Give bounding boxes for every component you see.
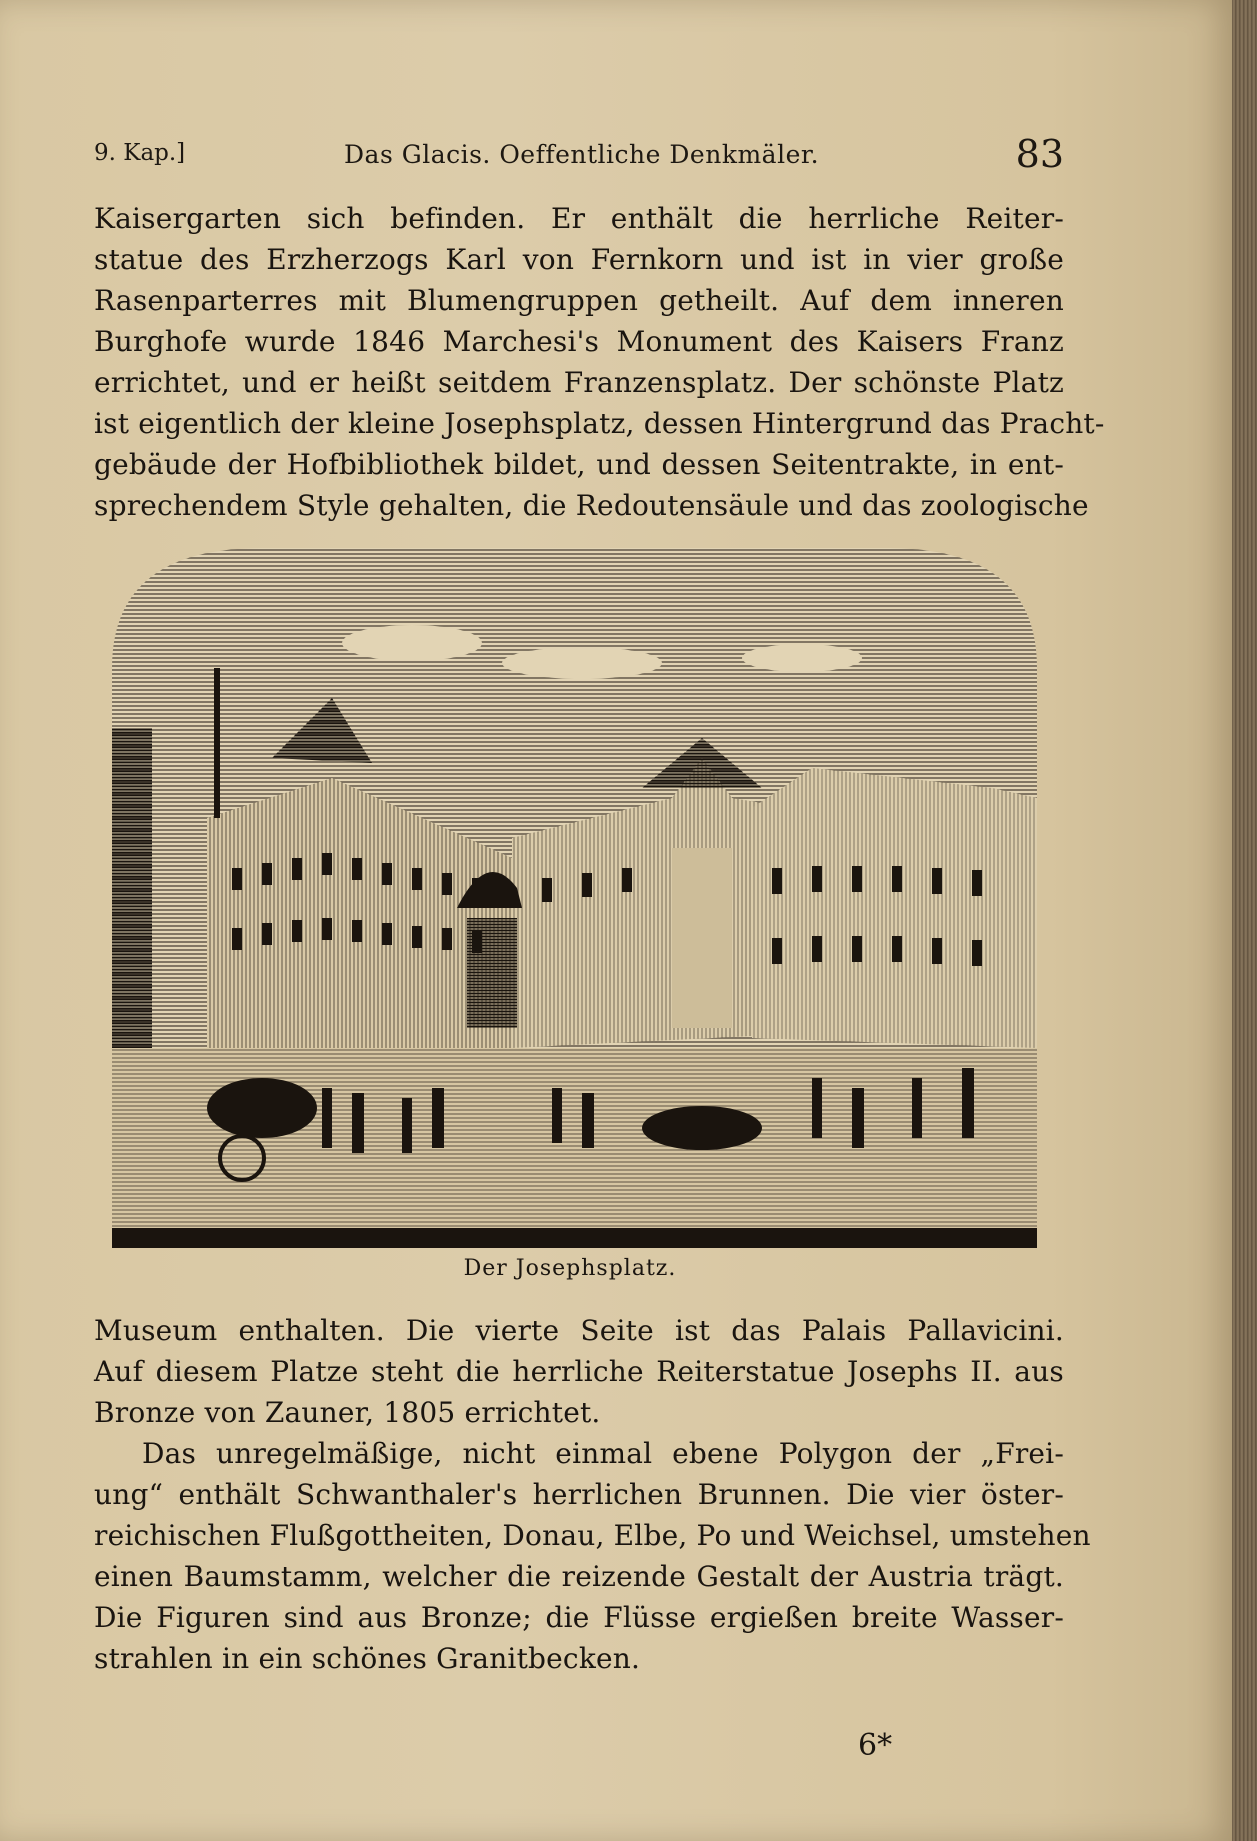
- text-line: Auf diesem Platze steht die herrliche Reiterstatue Josephs II. aus: [94, 1355, 1064, 1388]
- text-line: einen Baumstamm, welcher die reizende Gestalt der Austria trägt.: [94, 1560, 1064, 1593]
- header-title: Das Glacis. Oeffentliche Denkmäler.: [344, 140, 820, 169]
- engraving-josephsplatz: [112, 548, 1037, 1248]
- running-header: [94, 132, 1064, 182]
- paragraph-top: [94, 198, 1105, 526]
- text-line: Bronze von Zauner, 1805 errichtet.: [94, 1396, 601, 1429]
- text-line: Museum enthalten. Die vierte Seite ist das Palais Pallavicini.: [94, 1314, 1064, 1347]
- figure-caption: Der Josephsplatz.: [463, 1256, 677, 1281]
- text-line: ung“ enthält Schwanthaler's herrlichen Brunnen. Die vier öster-: [94, 1478, 1064, 1511]
- page-fore-edge: [1232, 0, 1257, 1841]
- chapter-reference: 9. Kap.]: [94, 140, 186, 166]
- text-line: sprechendem Style gehalten, die Redoutensäule und das zoologische: [94, 489, 1089, 522]
- signature-mark: 6*: [858, 1728, 893, 1763]
- text-line: statue des Erzherzogs Karl von Fernkorn und ist in vier große: [94, 243, 1064, 276]
- text-line: gebäude der Hofbibliothek bildet, und dessen Seitentrakte, in ent-: [94, 448, 1064, 481]
- text-line: Das unregelmäßige, nicht einmal ebene Polygon der „Frei-: [142, 1437, 1064, 1470]
- text-line: ist eigentlich der kleine Josephsplatz, dessen Hintergrund das Pracht-: [94, 407, 1105, 440]
- text-line: errichtet, und er heißt seitdem Franzensplatz. Der schönste Platz: [94, 366, 1064, 399]
- text-line: Rasenparterres mit Blumengruppen getheilt. Auf dem inneren: [94, 284, 1064, 317]
- text-line: strahlen in ein schönes Granitbecken.: [94, 1642, 641, 1675]
- paragraph-after-figure: [94, 1310, 1064, 1433]
- text-line: reichischen Flußgottheiten, Donau, Elbe, Po und Weichsel, umstehen: [94, 1519, 1091, 1552]
- text-line: Die Figuren sind aus Bronze; die Flüsse ergießen breite Wasser-: [94, 1601, 1064, 1634]
- text-line: Burghofe wurde 1846 Marchesi's Monument des Kaisers Franz: [94, 325, 1064, 358]
- page-number: 83: [1015, 132, 1064, 176]
- paragraph-freiung: [94, 1433, 1091, 1679]
- text-line: Kaisergarten sich befinden. Er enthält die herrliche Reiter-: [94, 202, 1064, 235]
